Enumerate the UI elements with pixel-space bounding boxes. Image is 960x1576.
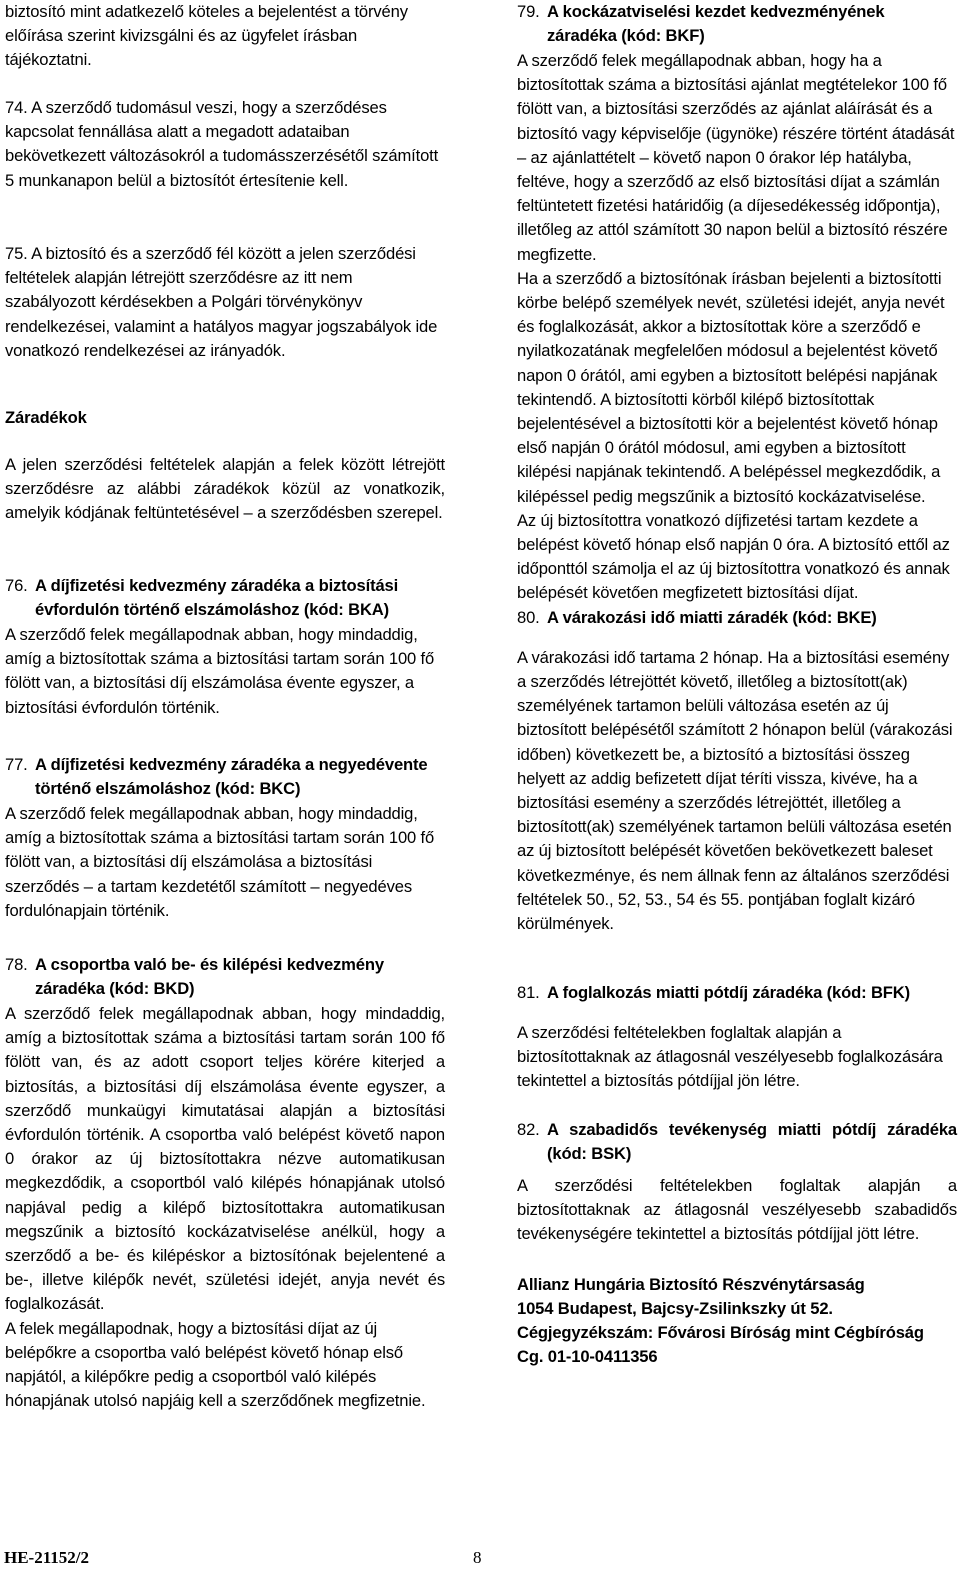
clause-79-body-2: Ha a szerződő a biztosítónak írásban bejelenti a biztosítotti körbe belépő személyek nevét, születési idejét, anyja nevét és foglalkozását, akkor a biztosítottak köre a szerződő e nyilatkozatának megfelelően módosul a bejelentést követő napon 0 órától, ami egyben a biztosított belépési napjának tekintendő. A biztosítotti körből kilépő biztosítottak bejelentésével a biztosítotti kör a bejelentést követő hónap első napján 0 órától módosul, ami egyben a biztosított kilépési napjának tekintendő. A belépéssel megkezdődik, a kilépéssel pedig megszűnik a biztosító kockázatviselése. — [517, 268, 945, 506]
clause-number: 77. — [5, 755, 28, 774]
company-name: Allianz Hungária Biztosító Részvénytársaság — [517, 1274, 865, 1294]
right-column — [517, 0, 957, 1370]
clause-78-body: A szerződő felek megállapodnak abban, hogy mindaddig, amíg a biztosítottak száma a biztosítási tartam során 100 fő fölött van, és az adott csoport teljes körére kiterjed a biztosítás, a biztosítási díj elszámolása évente egyszer, a szerződő munkaügyi kimutatásai alapján a biztosítási évfordulón történik. A csoportba való belépést követő napon 0 órakor az új biztosítottakra nézve automatikusan megkezdődik, a csoportból való kilépés hónapjának utolsó napjával pedig a kilépő biztosítottakra automatikusan megszűnik a biztosító kockázatviselése anélkül, hogy a szerződő a be- és kilépéskor a biztosítónak bejelentené a be-, illetve kilépők nevét, születési idejét, anyja nevét és foglalkozását. — [5, 1004, 445, 1314]
clause-82-body: A szerződési feltételekben foglaltak alapján a biztosítottaknak az átlagosnál veszélyesebb szabadidős tevékenységére tekintettel a biztosítás pótdíjjal jött létre. — [517, 1175, 957, 1244]
clause-number: 82. — [517, 1119, 540, 1139]
clause-78-body-2: A felek megállapodnak, hogy a biztosítási díjat az új belépőkre a csoportba való belépést követő hónap első napjától, a kilépőkre pedig a csoportból való kilépés hónapjának utolsó napjáig kell a szerződőnek megfizetnie. — [5, 1318, 426, 1411]
left-column — [5, 0, 445, 1413]
zaradekok-intro: A jelen szerződési feltételek alapján a felek között létrejött szerződésre az alábbi záradékok közül az vonatkozik, amelyik kódjának feltüntetésével – a szerződésben szerepel. — [5, 455, 445, 523]
company-registry: Cégjegyzékszám: Fővárosi Bíróság mint Cégbíróság — [517, 1323, 924, 1343]
clause-title: A kockázatviselési kezdet kedvezményének záradéka (kód: BKF) — [547, 2, 885, 46]
clause-76-heading — [5, 574, 445, 623]
page-number: 8 — [473, 1548, 482, 1567]
clause-number: 80. — [517, 607, 540, 627]
clause-title: A díjfizetési kedvezmény záradéka a biztosítási évfordulón történő elszámoláshoz (kód: BKA) — [35, 576, 399, 620]
clause-number: 76. — [5, 576, 28, 595]
clause-74-paragraph: 74. A szerződő tudomásul veszi, hogy a szerződéses kapcsolat fennállása alatt a megadott adataiban bekövetkezett változásokról a tudomásszerzésétől számított 5 munkanapon belül a biztosítót értesítenie kell. — [5, 98, 439, 190]
clause-79-body: A szerződő felek megállapodnak abban, hogy ha a biztosítottak száma a biztosítási ajánlat megtételekor 100 fő fölött van, a biztosítási szerződés az ajánlat aláírását és a biztosító vagy képviselője (ügynöke) részére történt átadását – az ajánlattételt – követő napon 0 órakor lép hatályba, feltéve, hogy a szerződő az első biztosítási díjat a számlán feltüntetett fizetési határidőig (a díjesedékesség időpontja), illetőleg az attól számított 30 napon belül a biztosító részére megfizette. — [517, 51, 955, 264]
clause-title: A várakozási idő miatti záradék (kód: BKE) — [547, 607, 877, 627]
clause-78-heading — [5, 953, 445, 1002]
clause-number: 79. — [517, 2, 540, 21]
intro-paragraph: biztosító mint adatkezelő köteles a bejelentést a törvény előírása szerint kivizsgálni és az ügyfelet írásban tájékoztatni. — [5, 2, 408, 70]
clause-77-heading — [5, 753, 445, 802]
clause-80-body: A várakozási idő tartama 2 hónap. Ha a biztosítási esemény a szerződés létrejöttét követő, illetőleg a biztosított(ak) személyének tartamon belüli változása esetén az új biztosított belépésétől számított 2 hónapon belül (várakozási időben) következett be, a biztosító a biztosítási összeg helyett az addig befizetett díjat téríti vissza, kivéve, ha a biztosítási esemény a szerződés létrejöttét, illetőleg a biztosított(ak) személyének tartamon belüli változása esetén az új biztosított belépését követően bekövetkezett baleset következménye, és nem állnak fenn az általános szerződési feltételek 50., 52, 53., 54 és 55. pontjában foglalt kizáró körülmények. — [517, 647, 953, 934]
clause-title: A díjfizetési kedvezmény záradéka a negyedévente történő elszámoláshoz (kód: BKC) — [35, 755, 428, 799]
company-info — [517, 1273, 957, 1370]
clause-76-body: A szerződő felek megállapodnak abban, hogy mindaddig, amíg a biztosítottak száma a biztosítási tartam során 100 fő fölött van, a biztosítási díj elszámolása évente egyszer, a biztosítási évfordulón történik. — [5, 625, 435, 717]
clause-number: 78. — [5, 955, 28, 974]
clause-81-heading — [517, 981, 957, 1021]
clause-number: 81. — [517, 982, 540, 1002]
clause-80-heading — [517, 606, 957, 646]
clause-77-body: A szerződő felek megállapodnak abban, hogy mindaddig, amíg a biztosítottak száma a biztosítási tartam során 100 fő fölött van, a biztosítási díj elszámolása a biztosítási szerződés – a tartam kezdetétől számított – negyedéves fordulónapjain történik. — [5, 804, 435, 920]
company-address: 1054 Budapest, Bajcsy-Zsilinkszky út 52. — [517, 1299, 833, 1319]
company-reg-number: Cg. 01-10-0411356 — [517, 1347, 658, 1367]
document-code: HE-21152/2 — [4, 1548, 90, 1567]
clause-82-heading — [517, 1118, 957, 1174]
clause-79-heading — [517, 0, 957, 49]
clause-75-paragraph: 75. A biztosító és a szerződő fél között a jelen szerződési feltételek alapján létrejött szerződésre az itt nem szabályozott kérdésekben a Polgári törvénykönyv rendelkezései, valamint a hatályos magyar jogszabályok ide vonatkozó rendelkezései az irányadók. — [5, 244, 438, 360]
clause-79-body-3: Az új biztosítottra vonatkozó díjfizetési tartam kezdete a belépést követő hónap első napján 0 óra. A biztosító ettől az időponttól számolja el az új biztosítottra vonatkozó és annak belépését követően megfizetett biztosítási díjat. — [517, 510, 950, 603]
clause-title: A szabadidős tevékenység miatti pótdíj záradéka (kód: BSK) — [547, 1119, 957, 1164]
clause-title: A foglalkozás miatti pótdíj záradéka (kód: BFK) — [547, 982, 910, 1002]
zaradekok-heading: Záradékok — [5, 408, 87, 427]
clause-81-body: A szerződési feltételekben foglaltak alapján a biztosítottaknak az átlagosnál veszélyesebb foglalkozására tekintettel a biztosítás pótdíjjal jön létre. — [517, 1022, 943, 1091]
clause-title: A csoportba való be- és kilépési kedvezmény záradéka (kód: BKD) — [35, 955, 384, 999]
